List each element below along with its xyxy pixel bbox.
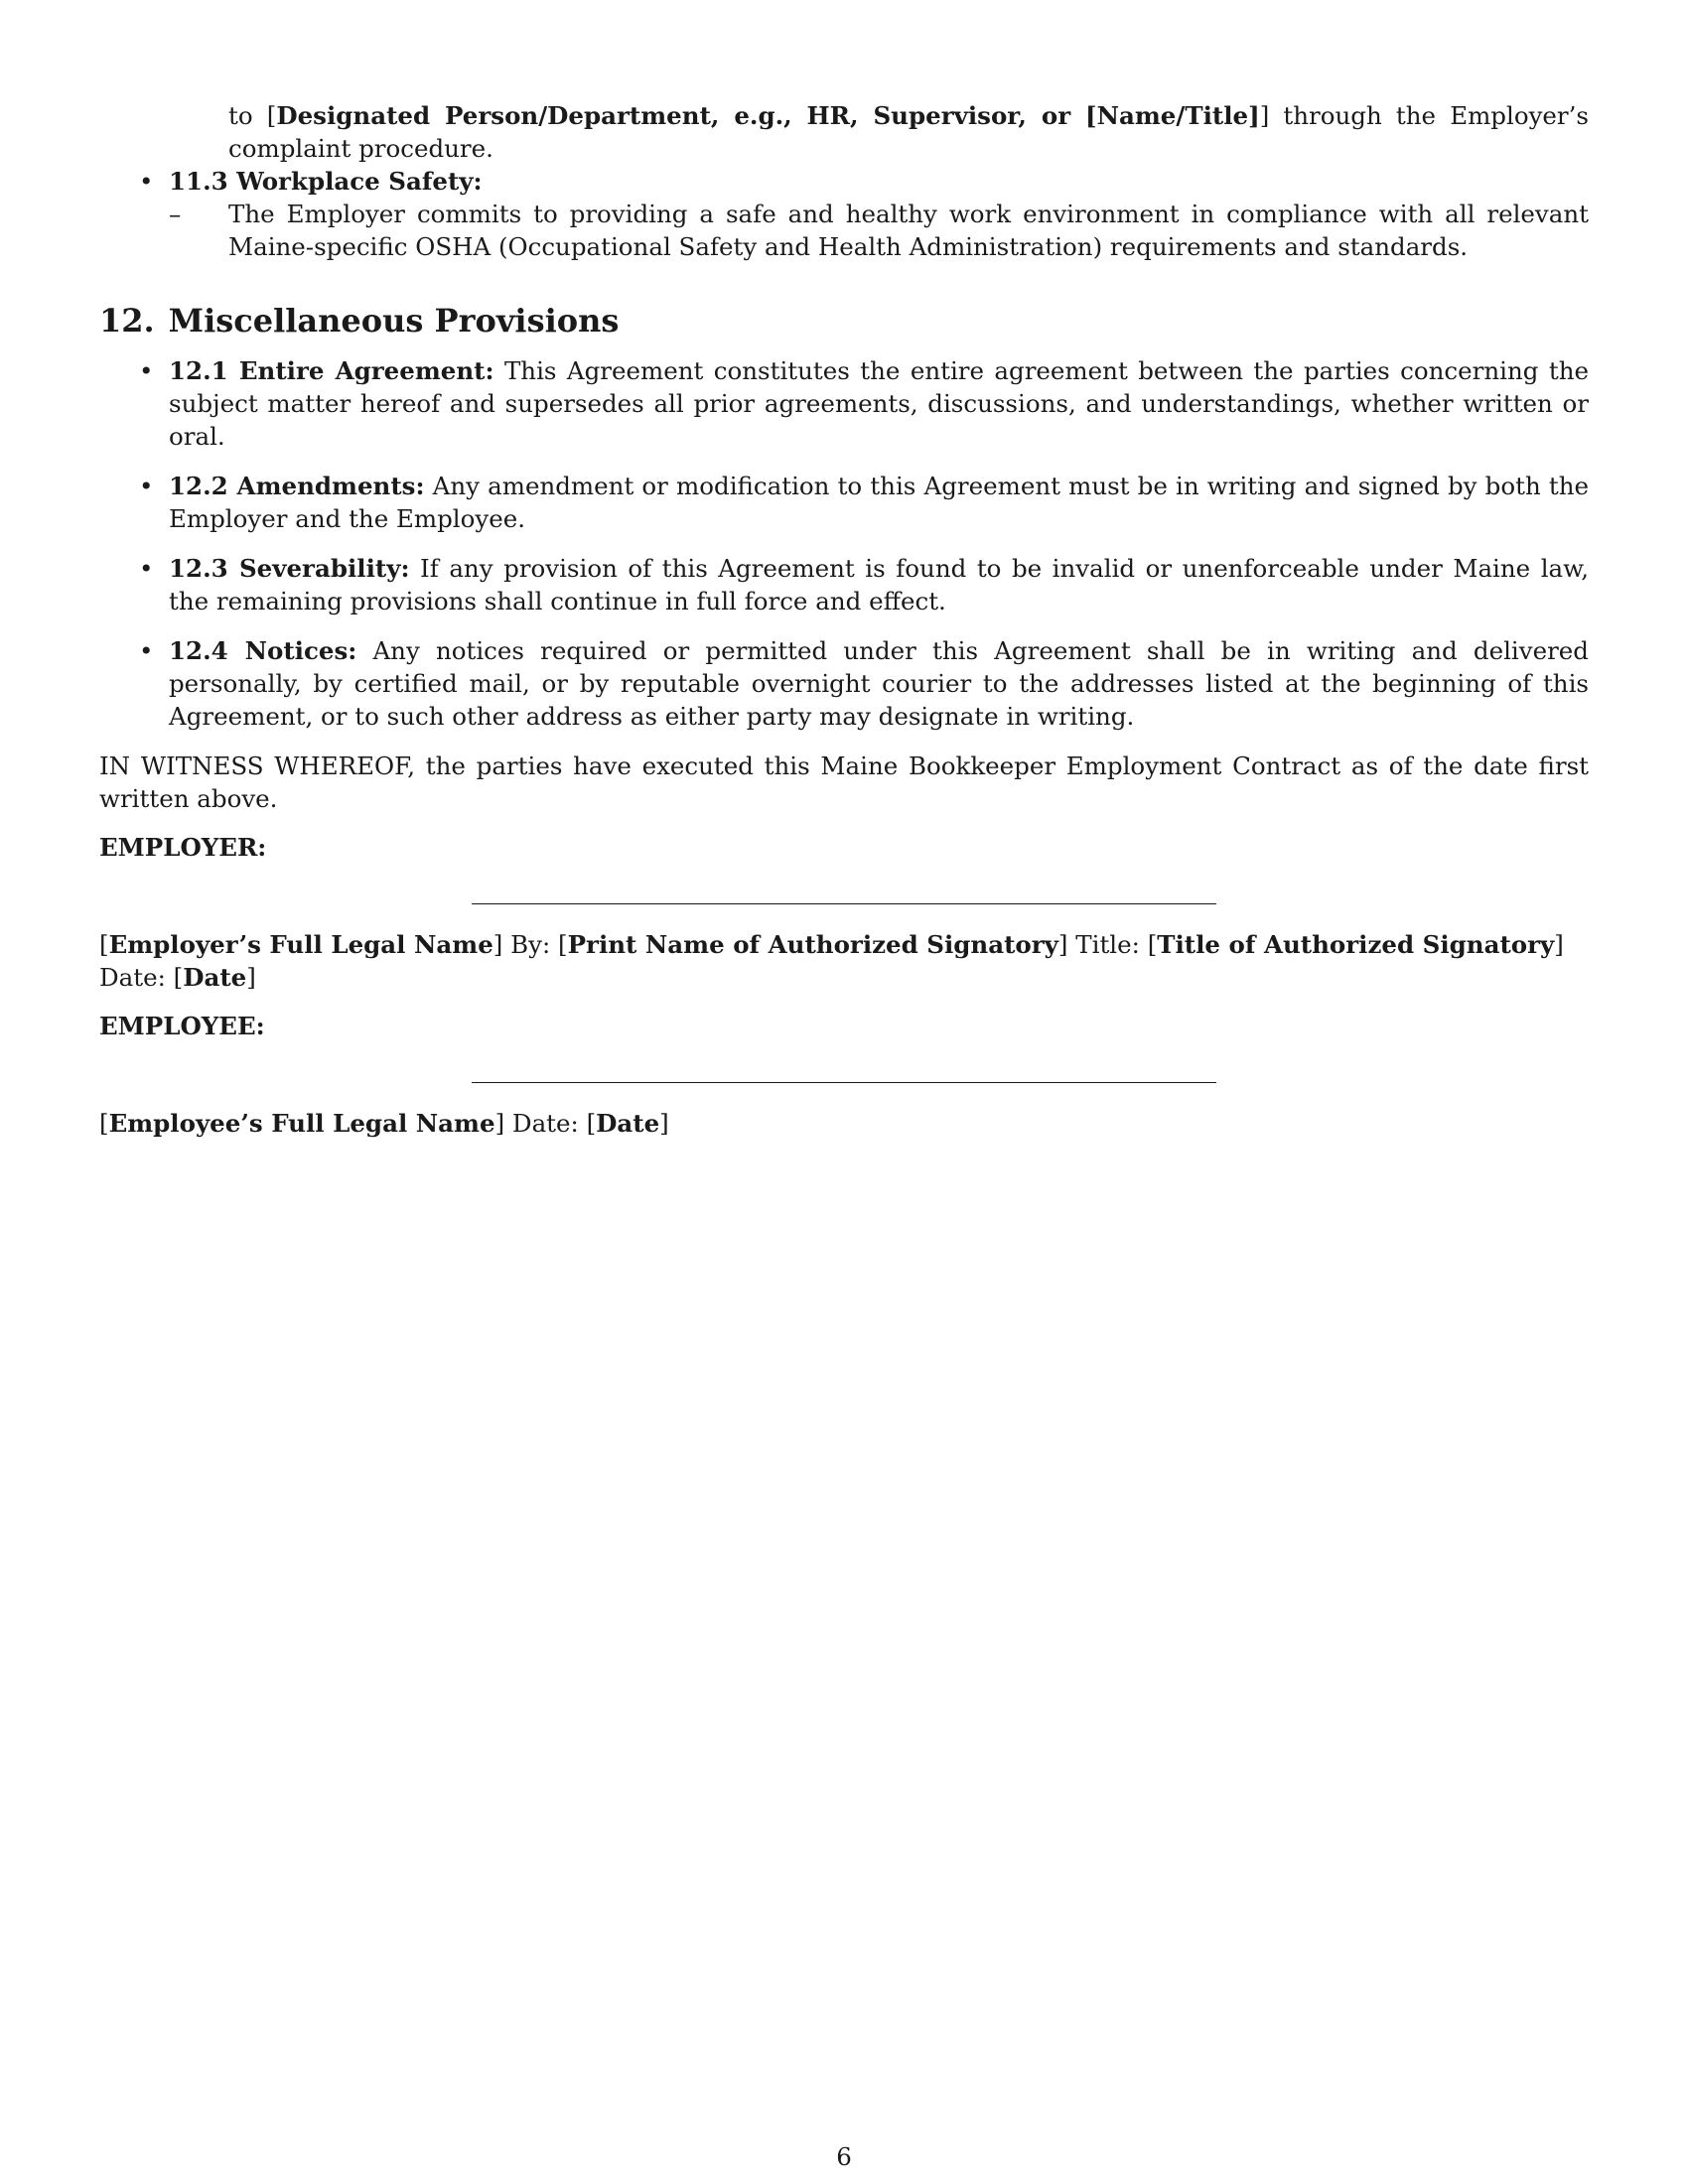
- continuation-suffix: ] through the Employer’s complaint procedure.: [228, 101, 1589, 163]
- workplace-safety-text: – The Employer commits to providing a safe and healthy work environment in compliance with all relevant Maine-specific OSHA (Occupational Safety and Health Administration) requirements and standards.: [169, 198, 1589, 263]
- employer-signature-line: [472, 903, 1216, 904]
- by-label: By:: [510, 930, 551, 959]
- employee-date: Date: [596, 1109, 660, 1138]
- provision-heading: 12.2 Amendments:: [169, 472, 425, 500]
- employer-full-name: Employer’s Full Legal Name: [108, 930, 493, 959]
- title-label: Title:: [1075, 930, 1140, 959]
- provision-text: Any amendment or modification to this Agreement must be in writing and signed by both the Employer and the Employee.: [169, 472, 1589, 533]
- section-12-title: Miscellaneous Provisions: [168, 302, 620, 340]
- employee-date-label: Date:: [511, 1109, 579, 1138]
- employer-signature-block: [Employer’s Full Legal Name] By: [Print Name of Authorized Signatory] Title: [Title of Authorized Signatory] Date: [Date]: [99, 930, 1564, 992]
- workplace-safety-item: [99, 165, 1589, 263]
- section-11-list: [99, 165, 1589, 263]
- workplace-safety-heading: 11.3 Workplace Safety:: [169, 167, 483, 196]
- witness-clause: IN WITNESS WHEREOF, the parties have executed this Maine Bookkeeper Employment Contract as of the date first written above.: [99, 751, 1589, 813]
- employee-full-name: Employee’s Full Legal Name: [108, 1109, 495, 1138]
- employer-date-label: Date:: [99, 963, 166, 992]
- provision-amendments: [99, 470, 1589, 535]
- section-12-heading: [99, 301, 1589, 341]
- provision-severability: [99, 552, 1589, 617]
- continuation-prefix: to [: [228, 101, 277, 130]
- provision-notices: [99, 634, 1589, 733]
- employee-label: EMPLOYEE:: [99, 1012, 265, 1040]
- signatory-name: Print Name of Authorized Signatory: [567, 930, 1058, 959]
- page-number: 6: [836, 2142, 852, 2171]
- complaint-procedure-continuation: [228, 99, 1589, 165]
- provision-heading: 12.4 Notices:: [169, 636, 357, 665]
- workplace-safety-sublist: [169, 198, 1589, 263]
- provision-text: Any notices required or permitted under this Agreement shall be in writing and delivered personally, by certified mail, or by reputable overnight courier to the addresses listed at the beginning of this Agreement, or to such other address as either party may designate in writing.: [169, 636, 1589, 731]
- provision-entire-agreement: [99, 354, 1589, 453]
- signatory-title: Title of Authorized Signatory: [1157, 930, 1555, 959]
- provision-heading: 12.1 Entire Agreement:: [169, 356, 494, 385]
- provision-text: This Agreement constitutes the entire agreement between the parties concerning the subject matter hereof and supersedes all prior agreements, discussions, and understandings, whether written or oral.: [169, 356, 1589, 451]
- employer-date: Date: [183, 963, 247, 992]
- section-12-list: [99, 354, 1589, 733]
- designated-person-placeholder: Designated Person/Department, e.g., HR, Supervisor, or [Name/Title]: [276, 101, 1260, 130]
- provision-text: If any provision of this Agreement is found to be invalid or unenforceable under Maine law, the remaining provisions shall continue in full force and effect.: [169, 554, 1590, 615]
- employer-label: EMPLOYER:: [99, 833, 267, 862]
- document-page: [99, 99, 1589, 1156]
- employee-signature-block: [Employee’s Full Legal Name] Date: [Date]: [99, 1109, 669, 1138]
- provision-heading: 12.3 Severability:: [169, 554, 410, 583]
- employee-signature-line: [472, 1082, 1216, 1083]
- section-12-number: 12.: [99, 302, 155, 340]
